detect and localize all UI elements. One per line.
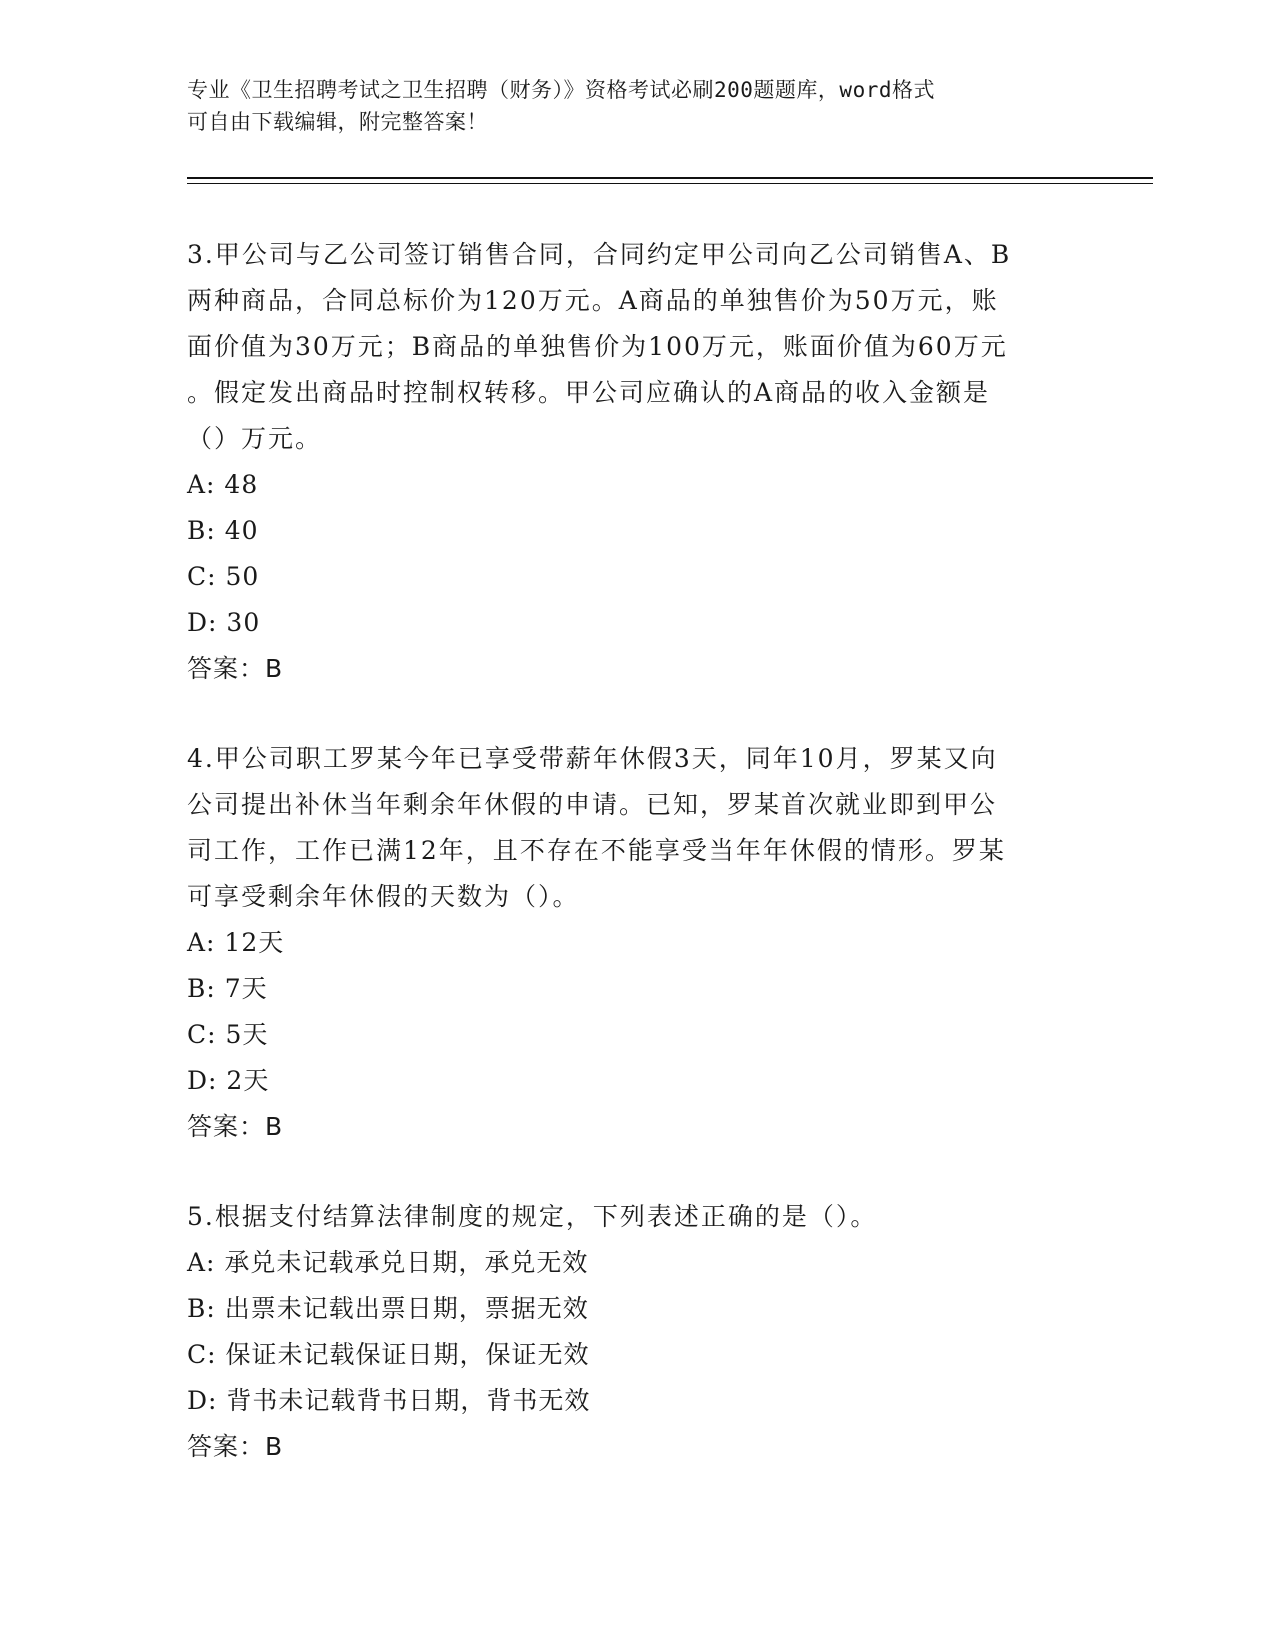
option-b: B: 7天: [187, 974, 268, 1003]
question-5: [187, 1194, 1087, 1470]
stem-line: 面价值为30万元；B商品的单独售价为100万元，账面价值为60万元: [187, 332, 1008, 361]
question-spacer: [187, 692, 1087, 736]
option-d: D: 2天: [187, 1066, 270, 1095]
answer-label: 答案：B: [187, 1432, 284, 1461]
question-3: [187, 232, 1087, 692]
question-4: [187, 736, 1087, 1150]
option-a: A: 12天: [187, 928, 285, 957]
answer-label: 答案：B: [187, 1112, 284, 1141]
question-list: [187, 232, 1087, 1470]
stem-line: 5.根据支付结算法律制度的规定，下列表述正确的是（）。: [187, 1202, 878, 1231]
question-spacer: [187, 1150, 1087, 1194]
header-line-1: 专业《卫生招聘考试之卫生招聘（财务）》资格考试必刷200题题库，word格式: [187, 78, 935, 102]
option-c: C: 5天: [187, 1020, 269, 1049]
option-c: C: 保证未记载保证日期，保证无效: [187, 1340, 590, 1369]
question-stem: [187, 736, 1087, 920]
answer-label: 答案：B: [187, 654, 284, 683]
stem-line: 3.甲公司与乙公司签订销售合同，合同约定甲公司向乙公司销售A、B: [187, 240, 1012, 269]
document-header: [187, 74, 1067, 138]
option-c: C: 50: [187, 562, 260, 591]
option-a: A: 承兑未记载承兑日期，承兑无效: [187, 1248, 589, 1277]
option-b: B: 40: [187, 516, 259, 545]
option-d: D: 背书未记载背书日期，背书无效: [187, 1386, 591, 1415]
header-divider-thin: [187, 183, 1153, 184]
stem-line: 司工作，工作已满12年，且不存在不能享受当年年休假的情形。罗某: [187, 836, 1006, 865]
option-a: A: 48: [187, 470, 259, 499]
header-divider-thick: [187, 177, 1153, 179]
option-d: D: 30: [187, 608, 261, 637]
stem-line: 公司提出补休当年剩余年休假的申请。已知，罗某首次就业即到甲公: [187, 790, 998, 819]
stem-line: （）万元。: [187, 424, 323, 453]
stem-line: 可享受剩余年休假的天数为（）。: [187, 882, 580, 911]
question-stem: [187, 232, 1087, 462]
option-b: B: 出票未记载出票日期，票据无效: [187, 1294, 589, 1323]
stem-line: 两种商品，合同总标价为120万元。A商品的单独售价为50万元，账: [187, 286, 999, 315]
stem-line: 4.甲公司职工罗某今年已享受带薪年休假3天，同年10月，罗某又向: [187, 744, 998, 773]
stem-line: 。假定发出商品时控制权转移。甲公司应确认的A商品的收入金额是: [187, 378, 991, 407]
question-stem: [187, 1194, 1087, 1240]
header-line-2: 可自由下载编辑，附完整答案！: [187, 110, 488, 134]
